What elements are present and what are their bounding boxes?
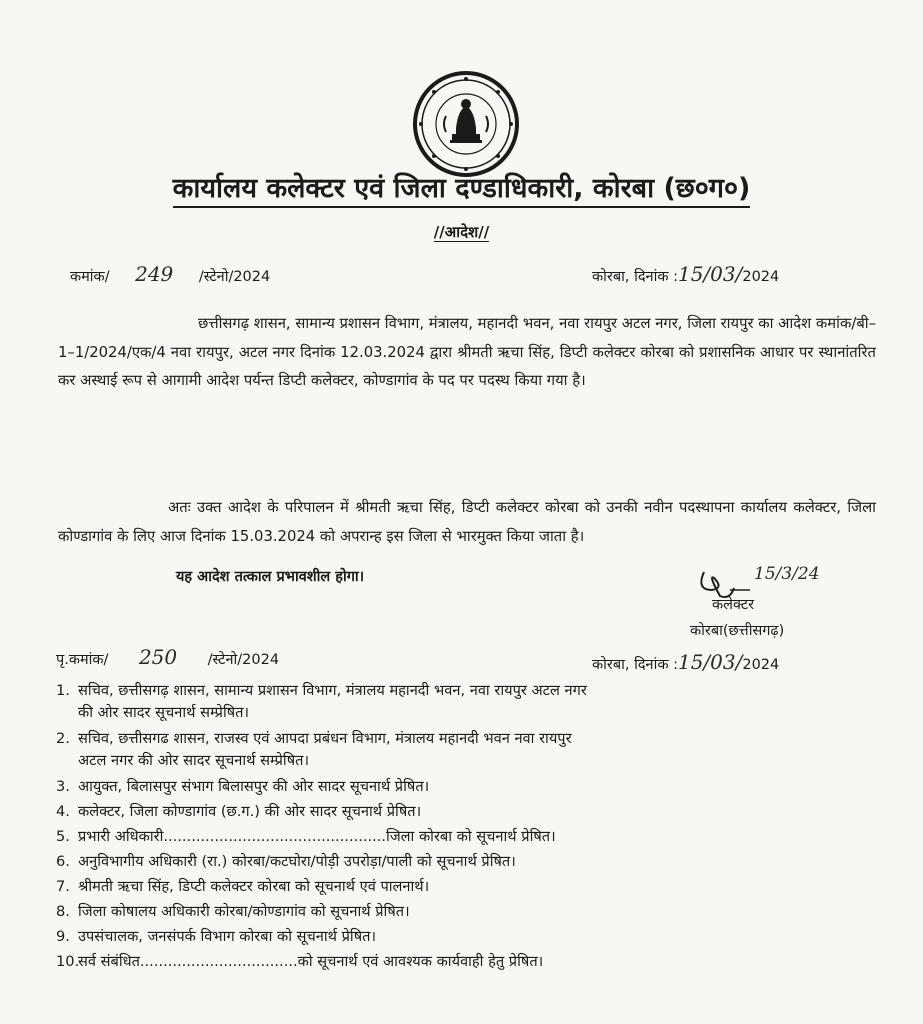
collector-designation: कलेक्टर	[712, 597, 755, 613]
endorsement-number: पृ.कमांक/ 250 /स्टेनो/2024	[56, 645, 280, 669]
list-item: 8. जिला कोषालय अधिकारी कोरबा/कोण्डागांव को सूचनार्थ प्रेषित।	[56, 903, 410, 920]
chhattisgarh-govt-emblem-icon	[412, 70, 520, 178]
recipient-list	[56, 680, 886, 973]
endorsement-number-handwritten: 250	[138, 645, 178, 669]
list-item: 4. कलेक्टर, जिला कोण्डागांव (छ.ग.) की ओर सादर सूचनार्थ प्रेषित।	[56, 803, 422, 820]
order-label: //आदेश//	[433, 223, 490, 241]
list-item: 10. सर्व संबंधित..................................को सूचनार्थ एवं आवश्यक कार्यवाही हेतु प्रेषित।	[56, 953, 544, 970]
list-item: 5. प्रभारी अधिकारी................................................जिला कोरबा को सूचनार्थ प्रेषित।	[56, 828, 556, 845]
endorsement-date: कोरबा, दिनांक :15/03/2024	[592, 650, 780, 674]
list-item: 1. सचिव, छत्तीसगढ़ शासन, सामान्य प्रशासन विभाग, मंत्रालय महानदी भवन, नवा रायपुर अटल नगर की ओर सादर सूचनार्थ सम्प्रेषित।	[56, 682, 587, 721]
office-title: कार्यालय कलेक्टर एवं जिला दण्डाधिकारी, कोरबा (छ०ग०)	[0, 168, 923, 205]
list-item: 6. अनुविभागीय अधिकारी (रा.) कोरबा/कटघोरा/पोड़ी उपरोड़ा/पाली को सूचनार्थ प्रेषित।	[56, 853, 516, 870]
order-date: कोरबा, दिनांक :15/03/2024	[592, 262, 780, 286]
order-number: कमांक/ 249 /स्टेनो/2024	[70, 262, 271, 286]
list-item: 2. सचिव, छत्तीसगढ शासन, राजस्व एवं आपदा प्रबंधन विभाग, मंत्रालय महानदी भवन नवा रायपुर अटल नगर की ओर सादर सूचनार्थ सम्प्रेषित।	[56, 730, 572, 769]
list-item: 9. उपसंचालक, जनसंपर्क विभाग कोरबा को सूचनार्थ प्रेषित।	[56, 928, 376, 945]
collector-signature	[690, 560, 880, 640]
signature-date-handwritten: 15/3/24	[754, 564, 820, 584]
order-paragraph-2: अतः उक्त आदेश के परिपालन में श्रीमती ऋचा सिंह, डिप्टी कलेक्टर कोरबा को उनकी नवीन पदस्थापना कार्यालय कलेक्टर, जिला कोण्डागांव के लिए आज दिनांक 15.03.2024 को अपरान्ह इस जिला से भारमुक्त किया जाता है।	[58, 499, 876, 545]
endorsement-date-handwritten: 15/03/	[677, 650, 743, 674]
collector-place: कोरबा(छत्तीसगढ़)	[690, 623, 785, 639]
list-item: 7. श्रीमती ऋचा सिंह, डिप्टी कलेक्टर कोरबा को सूचनार्थ एवं पालनार्थ।	[56, 878, 430, 895]
effective-statement: यह आदेश तत्काल प्रभावशील होगा।	[176, 569, 365, 585]
order-paragraph-1: छत्तीसगढ़ शासन, सामान्य प्रशासन विभाग, मंत्रालय, महानदी भवन, नवा रायपुर अटल नगर, जिला रायपुर का आदेश कमांक/बी–1–1/2024/एक/4 नवा रायपुर, अटल नगर दिनांक 12.03.2024 द्वारा श्रीमती ऋचा सिंह, डिप्टी कलेक्टर कोरबा को प्रशासनिक आधार पर स्थानांतरित कर अस्थाई रूप से आगामी आदेश पर्यन्त डिप्टी कलेक्टर, कोण्डागांव के पद पर पदस्थ किया गया है।	[58, 315, 876, 389]
list-item: 3. आयुक्त, बिलासपुर संभाग बिलासपुर की ओर सादर सूचनार्थ प्रेषित।	[56, 778, 430, 795]
order-date-handwritten: 15/03/	[677, 262, 743, 286]
order-number-handwritten: 249	[135, 262, 174, 286]
